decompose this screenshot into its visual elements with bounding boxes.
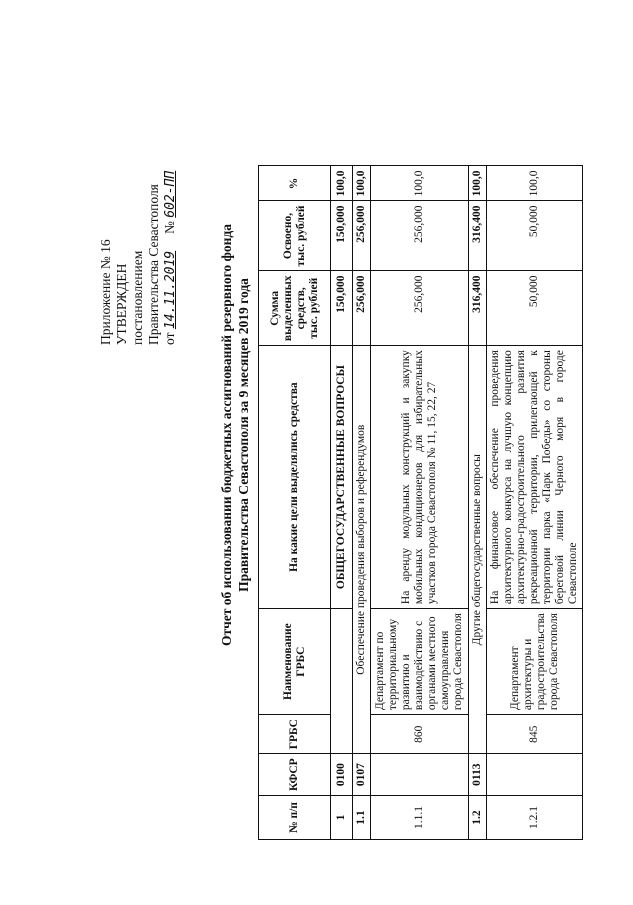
cell-percent: 100,0: [353, 166, 371, 201]
title-line-2: Правительства Севастополя за 9 месяцев 2019 года: [236, 278, 251, 592]
cell-allocated: 50,000: [487, 271, 583, 346]
cell-purpose: Другие общегосударственные вопросы: [469, 346, 487, 754]
cell-allocated: 256,000: [353, 271, 371, 346]
table-row: [353, 166, 371, 840]
cell-purpose: Обеспечение проведения выборов и референдумов: [353, 346, 371, 754]
date-number-line: [162, 171, 179, 345]
cell-kfsr: [487, 754, 583, 796]
cell-num: 1.1.1: [371, 796, 469, 840]
table-row: [331, 166, 353, 840]
cell-spent: 150,000: [331, 201, 353, 271]
cell-kfsr: 0100: [331, 754, 353, 796]
handwritten-date: 14.11.2019: [163, 250, 178, 330]
cell-spent: 256,000: [371, 201, 469, 271]
cell-percent: 100,0: [371, 166, 469, 201]
report-table: [258, 165, 583, 840]
cell-allocated: 256,000: [371, 271, 469, 346]
number-prefix: №: [162, 221, 177, 234]
header-allocated: Сумма выделенных средств, тыс. рублей: [259, 271, 331, 346]
government-label: Правительства Севастополя: [146, 184, 161, 345]
header-num: № п/п: [259, 796, 331, 840]
table-row: [487, 166, 583, 840]
resolution-label: постановлением: [130, 250, 145, 345]
table-row: [371, 166, 469, 840]
header-purpose: На какие цели выделялись средства: [259, 346, 331, 609]
cell-percent: 100,0: [487, 166, 583, 201]
report-title: [218, 5, 252, 865]
cell-kfsr: 0107: [353, 754, 371, 796]
header-kfsr: КФСР: [259, 754, 331, 796]
header-percent: %: [259, 166, 331, 201]
cell-grbs: 860: [371, 715, 469, 754]
cell-allocated: 150,000: [331, 271, 353, 346]
header-grbs-name: Наименование ГРБС: [259, 609, 331, 715]
cell-purpose: На аренду модульных конструкций и закупку мобильных кондиционеров для избирательных участков города Севастополя № 11, 15, 22, 27: [371, 346, 469, 609]
cell-num: 1: [331, 796, 353, 840]
cell-purpose: ОБЩЕГОСУДАРСТВЕННЫЕ ВОПРОСЫ: [331, 346, 353, 609]
cell-num: 1.2.1: [487, 796, 583, 840]
handwritten-number: 602-ПП: [163, 170, 178, 218]
approval-block: [98, 171, 179, 345]
cell-kfsr: 0113: [469, 754, 487, 796]
cell-grbs-name: Департамент по территориальному развитию и взаимодействию с органами местного самоуправления города Севастополя: [371, 609, 469, 715]
cell-spent: 316,400: [469, 201, 487, 271]
header-spent: Освоено, тыс. рублей: [259, 201, 331, 271]
date-prefix: от: [162, 332, 177, 345]
cell-spent: 256,000: [353, 201, 371, 271]
cell-num: 1.1: [353, 796, 371, 840]
cell-spent: 50,000: [487, 201, 583, 271]
approved-label: УТВЕРЖДЕН: [114, 263, 129, 345]
cell-percent: 100,0: [469, 166, 487, 201]
cell-grbs-name: Департамент архитектуры и градостроительства города Севастополя: [487, 609, 583, 715]
cell-empty: [331, 609, 353, 754]
cell-grbs: 845: [487, 715, 583, 754]
header-grbs: ГРБС: [259, 715, 331, 754]
appendix-number: Приложение № 16: [98, 239, 113, 345]
title-line-1: Отчет об использовании бюджетных ассигнований резервного фонда: [219, 224, 234, 646]
cell-kfsr: [371, 754, 469, 796]
cell-num: 1.2: [469, 796, 487, 840]
cell-percent: 100,0: [331, 166, 353, 201]
cell-purpose: На финансовое обеспечение проведения архитектурного конкурса на лучшую концепцию архитектурно-градостроительного развития рекреационной территории, прилегающей к территории парка «Парк Победы» со стороны береговой линии Черного моря в городе Севастополе: [487, 346, 583, 609]
header-row: [259, 166, 331, 840]
table-row: [469, 166, 487, 840]
cell-allocated: 316,400: [469, 271, 487, 346]
